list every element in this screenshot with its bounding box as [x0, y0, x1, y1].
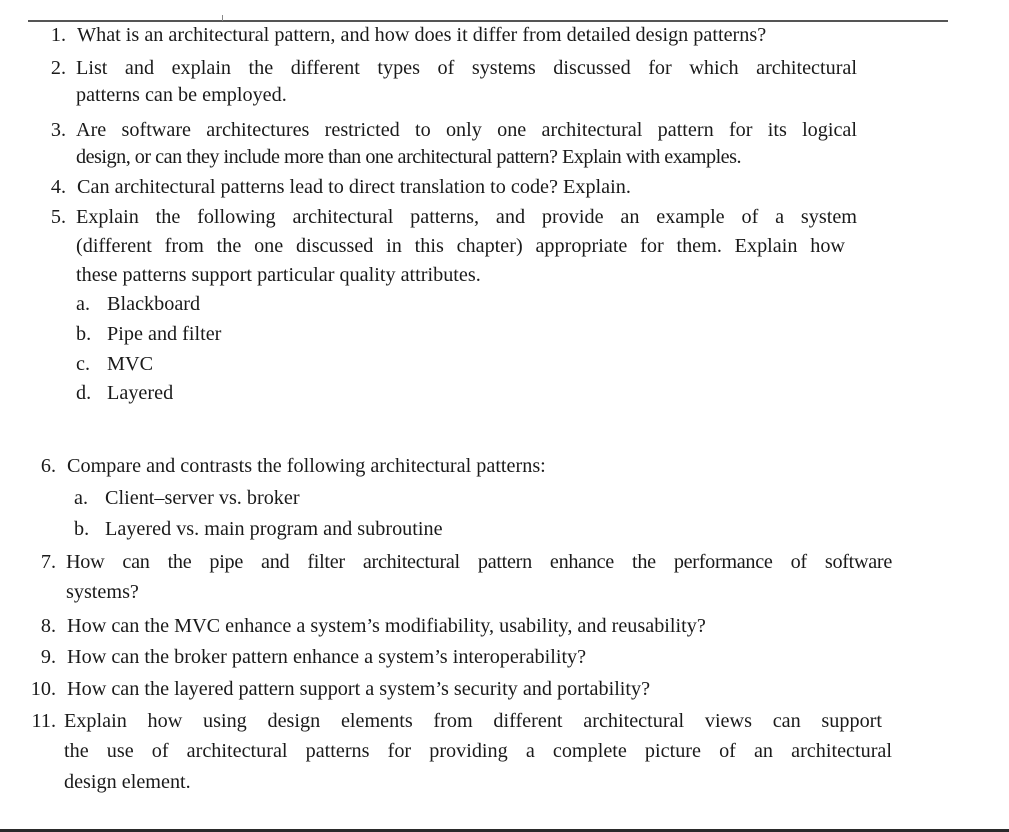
question-text: Can architectural patterns lead to direct translation to code? Explain. [77, 176, 631, 198]
question-8 [36, 614, 706, 638]
question-number: 10. [30, 678, 56, 700]
question-2 [46, 56, 66, 80]
question-1 [46, 23, 766, 47]
sub-item-5d [76, 381, 173, 405]
question-text-line: systems? [66, 581, 139, 603]
sub-item-text: Layered [107, 382, 174, 404]
sub-item-letter: b. [76, 323, 92, 345]
question-9 [36, 645, 586, 669]
question-number: 2. [50, 57, 66, 79]
sub-item-letter: c. [76, 353, 91, 375]
question-text: How can the MVC enhance a system’s modifiability, usability, and reusability? [67, 615, 706, 637]
question-number: 7. [40, 551, 56, 573]
question-text-line: these patterns support particular quality attributes. [76, 264, 481, 286]
question-6 [36, 454, 546, 478]
sub-item-5c [76, 352, 153, 376]
question-text-line: How can the pipe and filter architectural pattern enhance the performance of software [66, 551, 892, 573]
question-text-line: the use of architectural patterns for providing a complete picture of an architectural [64, 740, 892, 762]
top-rule [28, 20, 948, 22]
sub-item-letter: d. [76, 382, 92, 404]
question-text-line: List and explain the different types of systems discussed for which architectural [76, 57, 857, 79]
top-rule-tick [222, 15, 223, 21]
question-10 [26, 677, 650, 701]
question-text-line: design, or can they include more than one architectural pattern? Explain with examples. [76, 146, 742, 168]
question-4 [46, 175, 631, 199]
question-text-line: design element. [64, 771, 191, 793]
question-text-line: Are software architectures restricted to only one architectural pattern for its logical [76, 119, 857, 141]
question-number: 6. [40, 455, 56, 477]
question-11 [26, 709, 56, 733]
question-text: What is an architectural pattern, and how does it differ from detailed design patterns? [77, 24, 767, 46]
question-number: 8. [40, 615, 56, 637]
sub-item-text: Client–server vs. broker [105, 487, 300, 509]
sub-item-text: Pipe and filter [107, 323, 222, 345]
question-number: 9. [40, 646, 56, 668]
question-text-line: (different from the one discussed in this chapter) appropriate for them. Explain how [76, 235, 845, 257]
question-number: 5. [50, 206, 66, 228]
sub-item-text: Blackboard [107, 293, 201, 315]
sub-item-letter: b. [74, 518, 90, 540]
question-3 [46, 118, 66, 142]
question-7 [36, 550, 56, 574]
question-text-line: patterns can be employed. [76, 84, 287, 106]
sub-item-text: MVC [107, 353, 154, 375]
sub-item-6b [74, 517, 443, 541]
question-text: How can the layered pattern support a system’s security and portability? [67, 678, 651, 700]
question-text: How can the broker pattern enhance a system’s interoperability? [67, 646, 587, 668]
question-text: Compare and contrasts the following architectural patterns: [67, 455, 546, 477]
sub-item-6a [74, 486, 300, 510]
question-number: 3. [50, 119, 66, 141]
sub-item-text: Layered vs. main program and subroutine [105, 518, 443, 540]
question-text-line: Explain how using design elements from different architectural views can support [64, 710, 882, 732]
sub-item-5a [76, 292, 200, 316]
question-text-line: Explain the following architectural patterns, and provide an example of a system [76, 206, 857, 228]
question-number: 4. [50, 176, 66, 198]
question-number: 11. [31, 710, 56, 732]
question-5 [46, 205, 66, 229]
sub-item-5b [76, 322, 221, 346]
question-number: 1. [50, 24, 66, 46]
sub-item-letter: a. [76, 293, 91, 315]
sub-item-letter: a. [74, 487, 89, 509]
